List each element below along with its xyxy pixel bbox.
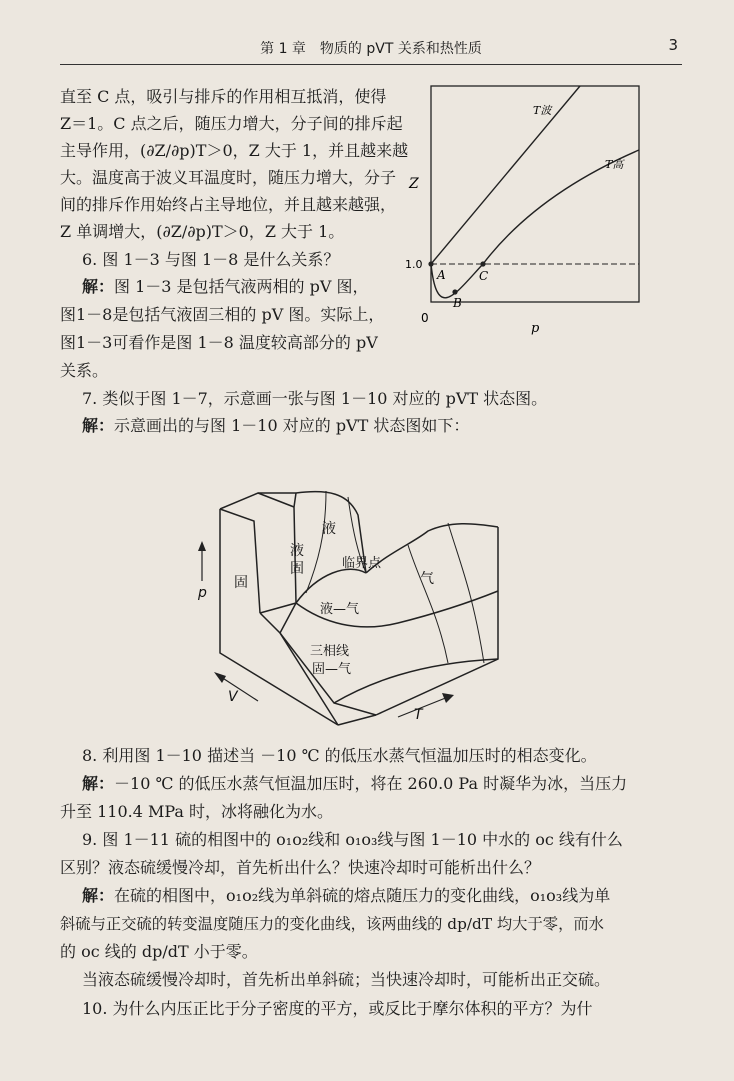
q6-answer-line2: 图1－8是包括气液固三相的 pV 图。实际上，: [60, 305, 385, 324]
q9-answer-label: 解：: [82, 886, 115, 905]
pvt-triple-label-2: 固—气: [312, 662, 352, 677]
point-a-label: A: [437, 268, 446, 282]
chapter-title: 第 1 章 物质的 pVT 关系和热性质: [260, 41, 482, 57]
para1-line2: Z＝1。C 点之后，随压力增大，分子间的排斥起: [60, 114, 403, 133]
point-b-label: B: [453, 296, 462, 310]
origin-label: 0: [421, 311, 429, 325]
pvt-t-axis: [398, 697, 448, 717]
figure-z-frame: [431, 86, 639, 302]
z-axis-label: Z: [409, 176, 419, 192]
q6-answer-line1: 解：图 1－3 是包括气液两相的 pV 图，: [82, 277, 369, 296]
pvt-triple-label-1: 三相线: [310, 644, 350, 659]
point-b-marker: [452, 289, 457, 294]
q7-answer: 解：示意画出的与图 1－10 对应的 pVT 状态图如下：: [82, 416, 470, 435]
pvt-liquid-gas-dome-left: [296, 569, 366, 603]
q9-answer-line2: 斜硫与正交硫的转变温度随压力的变化曲线，该两曲线的 dp/dT 均大于零，而水: [60, 915, 604, 933]
pvt-t-label: T: [414, 707, 423, 723]
point-c-label: C: [479, 269, 489, 283]
para1-line3: 主导作用，(∂Z/∂p)T＞0，Z 大于 1，并且越来越: [60, 141, 409, 160]
para1-line6: Z 单调增大，(∂Z/∂p)T＞0，Z 大于 1。: [60, 222, 345, 241]
q10-question: 10. 为什么内压正比于分子密度的平方，或反比于摩尔体积的平方？为什: [82, 999, 593, 1018]
pvt-p-axis-arrow: [198, 541, 206, 551]
pvt-critical-label: 临界点: [342, 556, 382, 571]
q9-answer-line1: 解：在硫的相图中，o₁o₂线为单斜硫的熔点随压力的变化曲线，o₁o₃线为单: [82, 886, 611, 905]
q8-answer-line1: 解：－10 ℃ 的低压水蒸气恒温加压时，将在 260.0 Pa 时凝华为冰，当压力: [82, 774, 628, 793]
curve-high-label: T高: [605, 158, 624, 171]
pvt-isotherm-3: [408, 545, 448, 663]
pvt-solid-top: [258, 493, 294, 507]
pvt-liquid-gas-label: 液—气: [320, 602, 360, 617]
curve-low-temp: [431, 150, 639, 298]
point-a-marker: [428, 261, 433, 266]
q6-answer-line3: 图1－3可看作是图 1－8 温度较高部分的 pV: [60, 333, 378, 352]
pvt-solid-label: 固: [234, 575, 248, 591]
pvt-p-label: p: [198, 585, 207, 601]
para1-line5: 间的排斥作用始终占主导地位，并且越来越强，: [60, 195, 397, 214]
p-axis-label: p: [531, 321, 540, 336]
pvt-top-left-edge: [220, 493, 296, 509]
pvt-gas-surface-top: [366, 524, 498, 573]
point-c-marker: [480, 261, 485, 266]
q9-answer-line4: 当液态硫缓慢冷却时，首先析出单斜硫；当快速冷却时，可能析出正交硫。: [82, 970, 611, 989]
q7-answer-label: 解：: [82, 416, 115, 435]
q9-question-line2: 区别？液态硫缓慢冷却，首先析出什么？快速冷却时可能析出什么？: [60, 858, 541, 877]
z-value-one: 1.0: [405, 258, 423, 271]
pvt-liquid-label: 液: [322, 521, 336, 537]
pvt-liquid-solid-label: 液固: [290, 543, 304, 577]
pvt-v-axis-arrow: [214, 672, 226, 683]
para1-line4: 大。温度高于波义耳温度时，随压力增大，分子: [60, 168, 397, 187]
q6-answer-line4: 关系。: [60, 361, 109, 380]
pvt-front-bottom-edge: [338, 715, 376, 725]
q8-answer-line2: 升至 110.4 MPa 时，冰将融化为水。: [60, 802, 334, 821]
pvt-isotherm-4: [448, 523, 484, 663]
figure-z-p: [405, 82, 645, 340]
q8-question: 8. 利用图 1－10 描述当 －10 ℃ 的低压水蒸气恒温加压时的相态变化。: [82, 746, 597, 765]
pvt-v-label: V: [228, 689, 238, 705]
pvt-gas-label: 气: [420, 571, 434, 587]
q9-answer-line3: 的 oc 线的 dp/dT 小于零。: [60, 942, 258, 961]
page-number: 3: [668, 36, 678, 54]
q7-question: 7. 类似于图 1－7，示意画一张与图 1－10 对应的 pVT 状态图。: [82, 389, 548, 408]
figure-pvt-surface: [198, 463, 528, 735]
pvt-solid-front-face: [220, 509, 260, 613]
para1-line1: 直至 C 点，吸引与排斥的作用相互抵消，使得: [60, 87, 387, 106]
pvt-t-axis-arrow: [442, 693, 454, 703]
curve-boyle-label: T波: [533, 104, 552, 117]
q6-question: 6. 图 1－3 与图 1－8 是什么关系？: [82, 250, 340, 269]
q6-answer-label: 解：: [82, 277, 115, 296]
page-header: [60, 34, 682, 65]
q8-answer-label: 解：: [82, 774, 115, 793]
q9-question-line1: 9. 图 1－11 硫的相图中的 o₁o₂线和 o₁o₃线与图 1－10 中水的 oc 线有什么: [82, 830, 623, 849]
